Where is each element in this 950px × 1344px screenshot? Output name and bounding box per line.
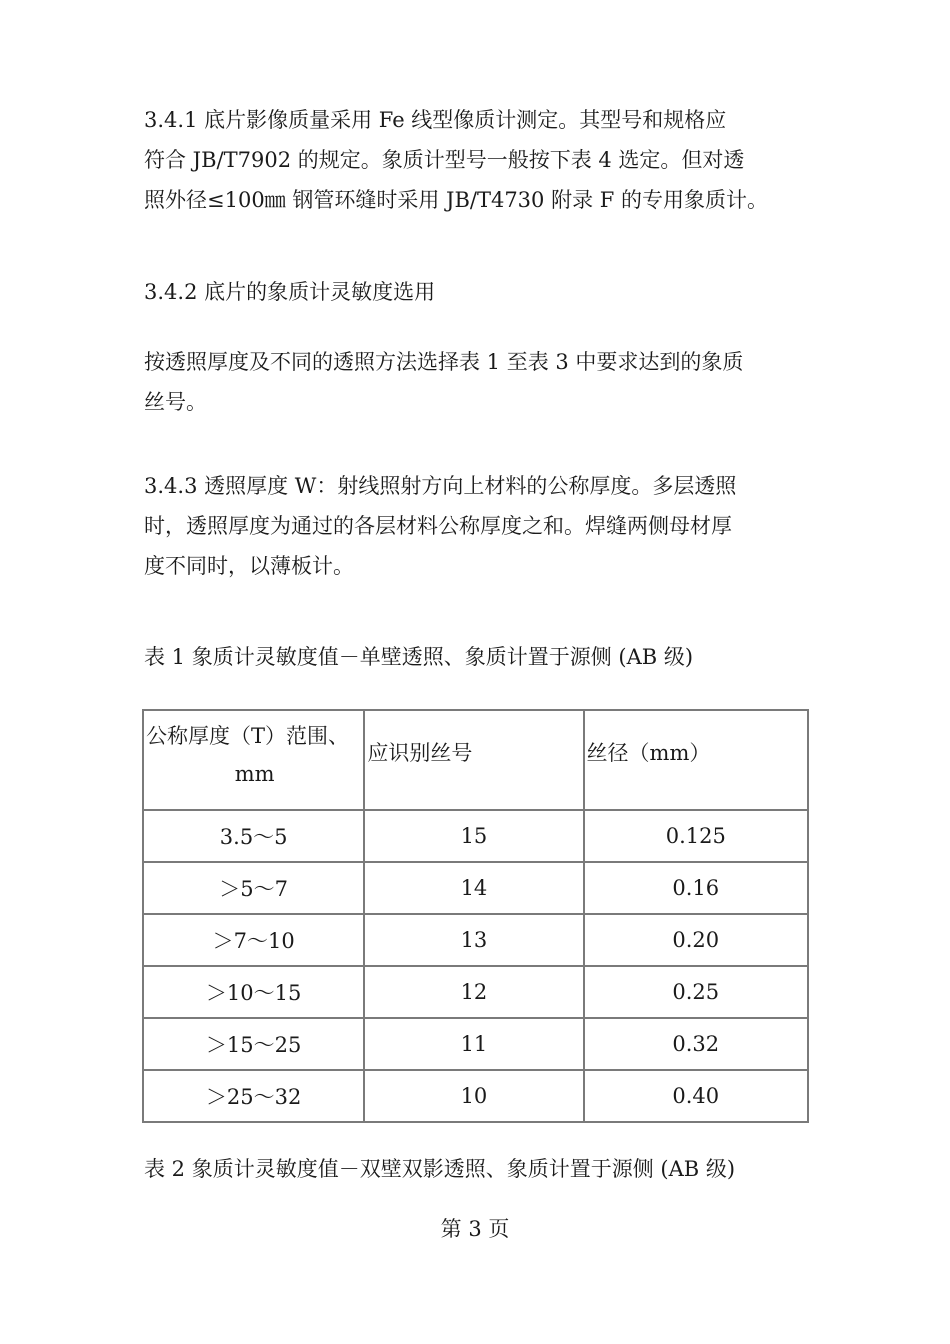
- cell-wire: 14: [364, 862, 583, 914]
- text-line: 按透照厚度及不同的透照方法选择表 1 至表 3 中要求达到的象质: [144, 350, 744, 374]
- cell-wire: 10: [364, 1070, 583, 1122]
- header-thickness-text: [144, 711, 363, 793]
- header-wire-number-text: 应识别丝号: [367, 741, 473, 765]
- caption-text: 表 2 象质计灵敏度值－双壁双影透照、象质计置于源侧 (AB 级): [144, 1157, 736, 1181]
- header-thickness-line1: 公称厚度（T）范围、: [146, 724, 350, 748]
- paragraph-selection-rule: [144, 342, 814, 422]
- table-1-caption: [144, 637, 814, 677]
- cell-range: ＞5～7: [143, 862, 364, 914]
- cell-diameter: 0.40: [584, 1070, 808, 1122]
- cell-wire: 12: [364, 966, 583, 1018]
- table-header-row: [143, 710, 808, 810]
- text-line: 度不同时，以薄板计。: [144, 554, 354, 578]
- text-line: 3.4.1 底片影像质量采用 Fe 线型像质计测定。其型号和规格应: [144, 108, 727, 132]
- cell-wire: 11: [364, 1018, 583, 1070]
- cell-wire: 15: [364, 810, 583, 862]
- page-number: 第 3 页: [440, 1217, 510, 1241]
- cell-diameter: 0.32: [584, 1018, 808, 1070]
- sensitivity-table-1: [142, 709, 809, 1123]
- header-thickness-unit: mm: [234, 762, 275, 786]
- table-2-caption: [144, 1149, 814, 1189]
- table-row: [143, 914, 808, 966]
- header-thickness: [143, 710, 364, 810]
- paragraph-3-4-3: [144, 466, 814, 586]
- text-line: 时，透照厚度为通过的各层材料公称厚度之和。焊缝两侧母材厚: [144, 514, 732, 538]
- table-row: [143, 810, 808, 862]
- header-wire-number: [364, 710, 583, 810]
- text-line: 3.4.2 底片的象质计灵敏度选用: [144, 280, 436, 304]
- cell-range: ＞7～10: [143, 914, 364, 966]
- cell-diameter: 0.20: [584, 914, 808, 966]
- caption-text: 表 1 象质计灵敏度值－单壁透照、象质计置于源侧 (AB 级): [144, 645, 694, 669]
- text-line: 照外径≤100㎜ 钢管环缝时采用 JB/T4730 附录 F 的专用象质计。: [144, 188, 768, 212]
- cell-diameter: 0.125: [584, 810, 808, 862]
- cell-range: ＞25～32: [143, 1070, 364, 1122]
- table-row: [143, 862, 808, 914]
- paragraph-3-4-1: [144, 100, 814, 220]
- header-wire-diameter: [584, 710, 808, 810]
- text-line: 3.4.3 透照厚度 W：射线照射方向上材料的公称厚度。多层透照: [144, 474, 737, 498]
- text-line: 符合 JB/T7902 的规定。象质计型号一般按下表 4 选定。但对透: [144, 148, 745, 172]
- header-wire-diameter-text: 丝径（mm）: [586, 741, 711, 765]
- table-row: [143, 966, 808, 1018]
- cell-diameter: 0.16: [584, 862, 808, 914]
- text-line: 丝号。: [144, 390, 207, 414]
- cell-range: ＞10～15: [143, 966, 364, 1018]
- paragraph-3-4-2: [144, 272, 814, 312]
- cell-range: ＞15～25: [143, 1018, 364, 1070]
- cell-wire: 13: [364, 914, 583, 966]
- table-row: [143, 1018, 808, 1070]
- cell-diameter: 0.25: [584, 966, 808, 1018]
- cell-range: 3.5～5: [143, 810, 364, 862]
- table-row: [143, 1070, 808, 1122]
